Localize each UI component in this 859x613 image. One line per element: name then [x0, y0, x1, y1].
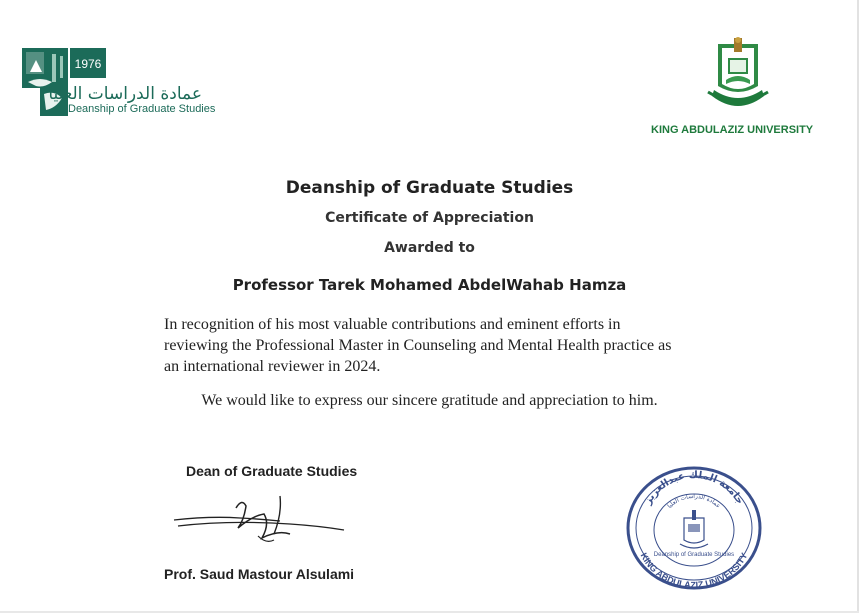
logo-year: 1976: [74, 57, 102, 71]
thanks-statement: We would like to express our sincere gratitude and appreciation to him.: [201, 392, 658, 409]
body-line-1: In recognition of his most valuable contributions and eminent efforts in: [164, 316, 621, 333]
seal-arabic-top: جامعة الملك عبدالعزيز: [642, 469, 746, 507]
seal-emblem-icon: [680, 510, 708, 548]
university-name: KING ABDULAZIZ UNIVERSITY: [651, 124, 814, 136]
dean-name: Prof. Saud Mastour Alsulami: [164, 566, 355, 582]
handwritten-signature: [170, 494, 350, 552]
dean-title: Dean of Graduate Studies: [186, 463, 358, 479]
official-seal-stamp: [622, 462, 766, 594]
seal-arabic-inner: عمادة الدراسات العليا: [666, 492, 722, 510]
body-line-2: reviewing the Professional Master in Counseling and Mental Health practice as: [164, 337, 672, 354]
deanship-arabic-name: عمادة الدراسات العليا: [48, 84, 202, 104]
certificate-subtitle: Certificate of Appreciation: [325, 210, 534, 226]
svg-text:عمادة الدراسات العليا: [666, 493, 722, 510]
certificate-title: Deanship of Graduate Studies: [285, 178, 574, 198]
awarded-label: Awarded to: [384, 240, 475, 256]
certificate-body: [164, 314, 724, 377]
recipient-name: Professor Tarek Mohamed AbdelWahab Hamza: [232, 276, 627, 294]
svg-text:جامعة الملك عبدالعزيز: [642, 470, 745, 507]
seal-english-outer: KING ABDULAZIZ UNIVERSITY: [638, 551, 750, 591]
kau-emblem-icon: [700, 36, 776, 114]
deanship-english-name: Deanship of Graduate Studies: [68, 103, 216, 115]
seal-english-inner: Deanship of Graduate Studies: [653, 552, 735, 558]
body-line-3: an international reviewer in 2024.: [164, 358, 381, 375]
